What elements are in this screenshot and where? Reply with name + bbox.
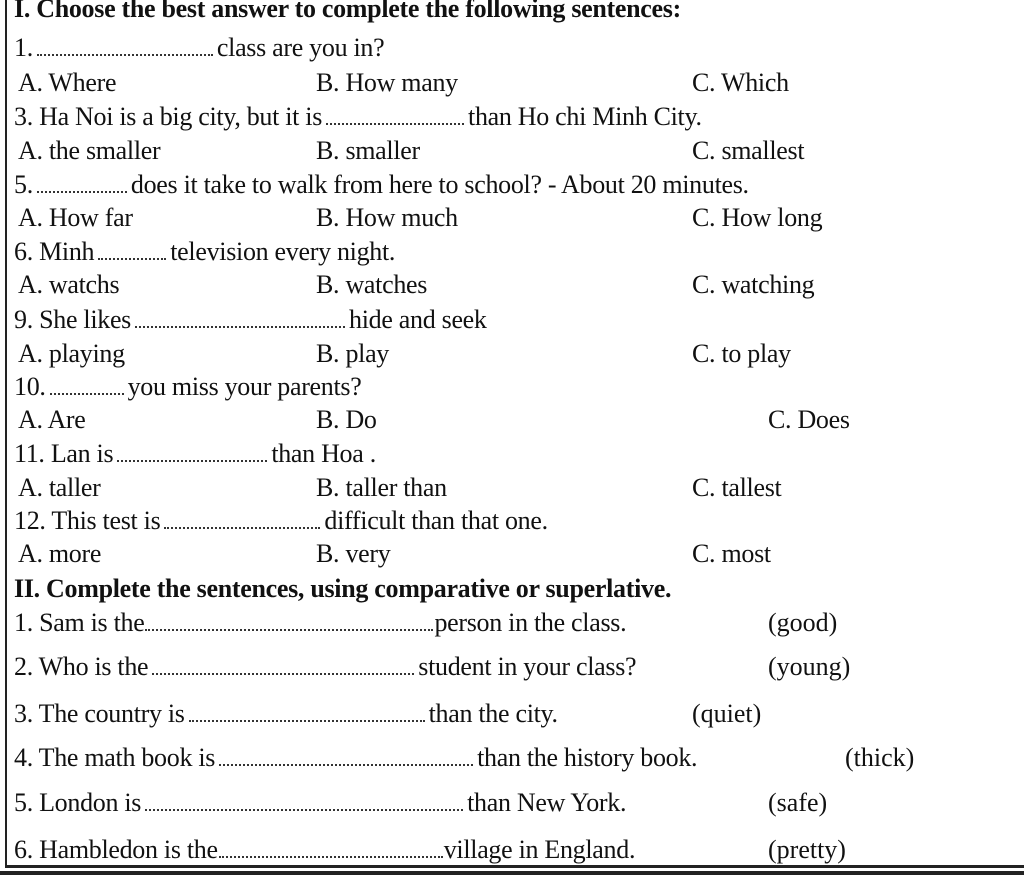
exercise-item bbox=[14, 652, 636, 682]
option-c: C. How long bbox=[692, 203, 823, 232]
exercise-text-start: 1. Sam is the bbox=[14, 608, 145, 637]
option-c: C. to play bbox=[692, 339, 791, 368]
question-12-text-start: 12. This test is bbox=[14, 506, 161, 535]
question-5-number: 5. bbox=[14, 170, 33, 199]
answer-blank bbox=[189, 702, 425, 722]
question-6 bbox=[14, 237, 395, 267]
exercise-item bbox=[14, 608, 626, 638]
answer-blank bbox=[98, 240, 166, 260]
option-a: A. Are bbox=[18, 405, 86, 434]
bottom-border bbox=[0, 871, 1024, 875]
section2-heading: II. Complete the sentences, using comparative or superlative. bbox=[14, 574, 672, 603]
question-9-text-start: 9. She likes bbox=[14, 305, 132, 334]
question-10 bbox=[14, 372, 361, 402]
question-3-text-start: 3. Ha Noi is a big city, but it is bbox=[14, 102, 323, 131]
option-a: A. playing bbox=[18, 339, 125, 368]
question-3-text-end: than Ho chi Minh City. bbox=[468, 102, 702, 131]
word-hint: (good) bbox=[768, 608, 838, 637]
answer-blank bbox=[326, 105, 464, 125]
answer-blank bbox=[135, 308, 345, 328]
answer-blank bbox=[164, 509, 320, 529]
option-c: C. smallest bbox=[692, 136, 805, 165]
answer-blank bbox=[219, 838, 443, 858]
question-1-number: 1. bbox=[14, 33, 33, 62]
option-b: B. play bbox=[316, 339, 390, 368]
word-hint: (safe) bbox=[768, 788, 828, 817]
option-b: B. watches bbox=[316, 270, 428, 299]
section1-heading: I. Choose the best answer to complete the following sentences: bbox=[14, 0, 681, 23]
exercise-text-start: 3. The country is bbox=[14, 699, 185, 728]
question-11-text-end: than Hoa . bbox=[271, 439, 376, 468]
option-b: B. How much bbox=[316, 203, 458, 232]
question-12 bbox=[14, 506, 548, 536]
answer-blank bbox=[219, 746, 473, 766]
option-a: A. Where bbox=[18, 68, 117, 97]
exercise-text-start: 2. Who is the bbox=[14, 652, 149, 681]
question-11 bbox=[14, 439, 376, 469]
answer-blank bbox=[37, 173, 127, 193]
question-5-text: does it take to walk from here to school? - About 20 minutes. bbox=[130, 170, 749, 199]
exercise-text-end: student in your class? bbox=[418, 652, 637, 681]
question-10-number: 10. bbox=[14, 372, 46, 401]
exercise-item bbox=[14, 699, 558, 729]
option-b: B. smaller bbox=[316, 136, 420, 165]
option-c: C. Does bbox=[768, 405, 850, 434]
exercise-text-start: 4. The math book is bbox=[14, 743, 216, 772]
option-b: B. Do bbox=[316, 405, 377, 434]
option-b: B. very bbox=[316, 539, 391, 568]
exercise-item bbox=[14, 743, 697, 773]
question-1-text: class are you in? bbox=[216, 33, 385, 62]
exercise-text-end: person in the class. bbox=[434, 608, 627, 637]
exercise-text-end: than the city. bbox=[428, 699, 558, 728]
option-a: A. the smaller bbox=[18, 136, 161, 165]
question-3 bbox=[14, 102, 702, 132]
answer-blank bbox=[117, 442, 267, 462]
question-1 bbox=[14, 33, 384, 63]
exercise-text-end: village in England. bbox=[443, 835, 636, 864]
exercise-text-end: than New York. bbox=[467, 788, 627, 817]
question-12-text-end: difficult than that one. bbox=[324, 506, 548, 535]
question-11-text-start: 11. Lan is bbox=[14, 439, 114, 468]
word-hint: (pretty) bbox=[768, 835, 846, 864]
exercise-text-end: than the history book. bbox=[477, 743, 698, 772]
word-hint: (thick) bbox=[845, 743, 915, 772]
answer-blank bbox=[145, 611, 433, 631]
answer-blank bbox=[37, 36, 213, 56]
question-6-text-start: 6. Minh bbox=[14, 237, 95, 266]
option-a: A. How far bbox=[18, 203, 133, 232]
exercise-item bbox=[14, 835, 635, 865]
answer-blank bbox=[152, 655, 414, 675]
answer-blank bbox=[145, 791, 463, 811]
option-c: C. Which bbox=[692, 68, 789, 97]
option-c: C. watching bbox=[692, 270, 815, 299]
question-6-text-end: television every night. bbox=[170, 237, 396, 266]
option-a: A. more bbox=[18, 539, 102, 568]
option-b: B. taller than bbox=[316, 473, 447, 502]
answer-blank bbox=[50, 375, 124, 395]
question-10-text: you miss your parents? bbox=[127, 372, 362, 401]
question-5 bbox=[14, 170, 749, 200]
option-b: B. How many bbox=[316, 68, 458, 97]
question-9-text-end: hide and seek bbox=[349, 305, 487, 334]
word-hint: (quiet) bbox=[692, 699, 762, 728]
option-c: C. tallest bbox=[692, 473, 782, 502]
option-c: C. most bbox=[692, 539, 771, 568]
option-a: A. taller bbox=[18, 473, 101, 502]
option-a: A. watchs bbox=[18, 270, 120, 299]
question-9 bbox=[14, 305, 487, 335]
exercise-item bbox=[14, 788, 626, 818]
exercise-text-start: 6. Hambledon is the bbox=[14, 835, 218, 864]
exercise-text-start: 5. London is bbox=[14, 788, 142, 817]
word-hint: (young) bbox=[768, 652, 851, 681]
